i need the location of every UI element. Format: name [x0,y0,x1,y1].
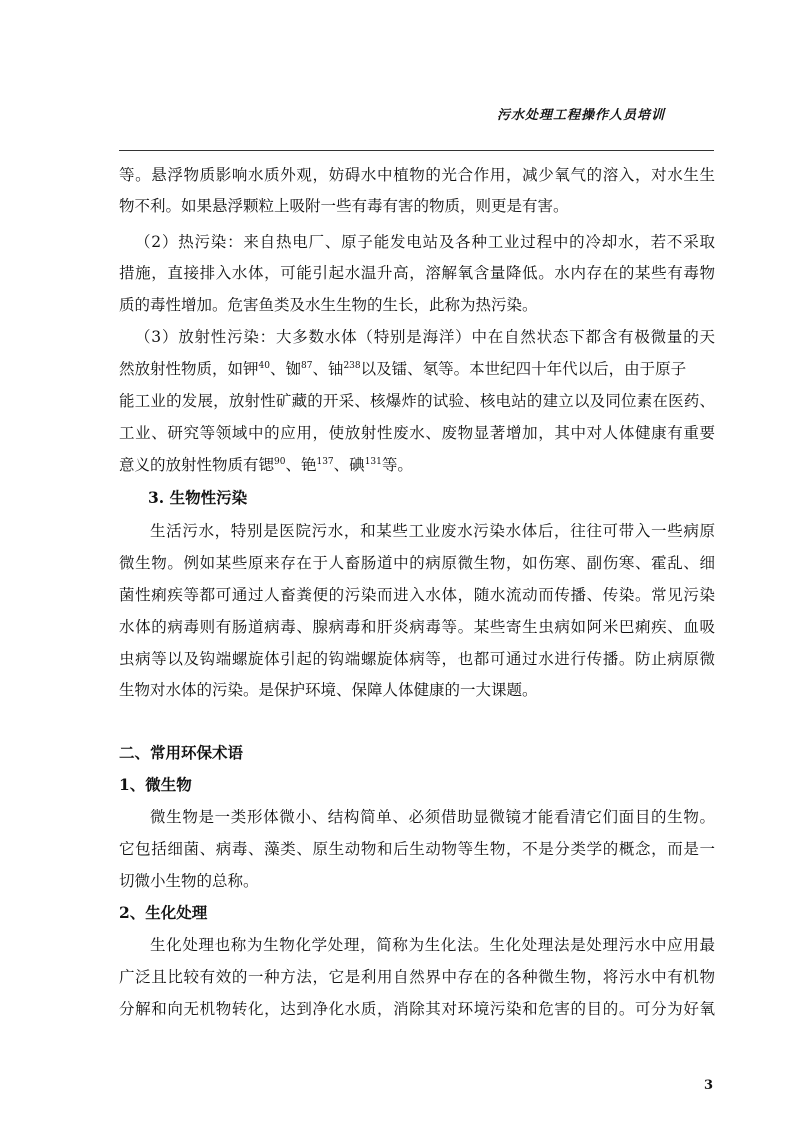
isotope-superscript: 238 [343,360,361,371]
body-line: 物不利。如果悬浮颗粒上吸附一些有毒有害的物质，则更是有害。 [119,197,569,215]
text-segment: 等。 [381,456,413,474]
text-segment: 、铷 [269,360,301,378]
body-line: 虫病等以及钩端螺旋体引起的钩端螺旋体病等，也都可通过水进行传播。防止病原微 [119,650,715,668]
body-line-with-isotopes [119,357,686,379]
text-segment: 然放射性物质，如钾 [119,360,259,378]
running-header: 污水处理工程操作人员培训 [497,108,666,123]
body-line: 质的毒性增加。危害鱼类及水生生物的生长，此称为热污染。 [119,296,538,314]
body-line: 生物对水体的污染。是保护环境、保障人体健康的一大课题。 [119,681,538,699]
body-line: 水体的病毒则有肠道病毒、腺病毒和肝炎病毒等。某些寄生虫病如阿米巴痢疾、血吸 [119,618,715,636]
body-line: 等。悬浮物质影响水质外观，妨碍水中植物的光合作用，减少氧气的溶入，对水生生 [119,166,715,184]
body-line-with-isotopes [119,453,413,475]
body-line: （2）热污染：来自热电厂、原子能发电站及各种工业过程中的冷却水，若不采取 [135,233,715,251]
body-line: 生化处理也称为生物化学处理，简称为生化法。生化处理法是处理污水中应用最 [150,936,715,954]
term-heading: 2、生化处理 [119,903,208,922]
chapter-heading: 二、常用环保术语 [119,743,244,762]
header-divider [119,150,714,151]
body-line: 菌性痢疾等都可通过人畜粪便的污染而进入水体，随水流动而传播、传染。常见污染 [119,586,715,604]
body-line: 分解和向无机物转化，达到净化水质，消除其对环境污染和危害的目的。可分为好氧 [119,1000,715,1018]
body-line: （3）放射性污染：大多数水体（特别是海洋）中在自然状态下都含有极微量的天 [135,328,715,346]
isotope-superscript: 90 [274,456,286,467]
isotope-superscript: 40 [258,360,270,371]
section-heading: 3. 生物性污染 [148,488,248,507]
body-line: 微生物是一类形体微小、结构简单、必须借助显微镜才能看清它们面目的生物。 [150,808,715,826]
text-segment: 意义的放射性物质有锶 [119,456,275,474]
term-heading: 1、微生物 [119,775,192,794]
isotope-superscript: 131 [364,456,382,467]
body-line: 生活污水，特别是医院污水，和某些工业废水污染水体后，往往可带入一些病原 [150,522,715,540]
body-line: 措施，直接排入水体，可能引起水温升高，溶解氧含量降低。水内存在的某些有毒物 [119,264,715,282]
isotope-superscript: 137 [316,456,334,467]
text-segment: 以及镭、氡等。本世纪四十年代以后，由于原子 [360,360,687,378]
body-line: 它包括细菌、病毒、藻类、原生动物和后生动物等生物，不是分类学的概念，而是一 [119,840,715,858]
body-line: 切微小生物的总称。 [119,872,259,890]
body-line: 工业、研究等领域中的应用，使放射性废水、废物显著增加，其中对人体健康有重要 [119,424,715,442]
body-line: 广泛且比较有效的一种方法，它是利用自然界中存在的各种微生物，将污水中有机物 [119,968,715,986]
body-line: 能工业的发展，放射性矿藏的开采、核爆炸的试验、核电站的建立以及同位素在医药、 [119,392,715,410]
body-line: 微生物。例如某些原来存在于人畜肠道中的病原微生物，如伤寒、副伤寒、霍乱、细 [119,554,715,572]
page-number: 3 [704,1078,714,1093]
isotope-superscript: 87 [300,360,313,371]
text-segment: 、铯 [285,456,317,474]
text-segment: 、碘 [333,456,365,474]
text-segment: 、铀 [312,360,344,378]
